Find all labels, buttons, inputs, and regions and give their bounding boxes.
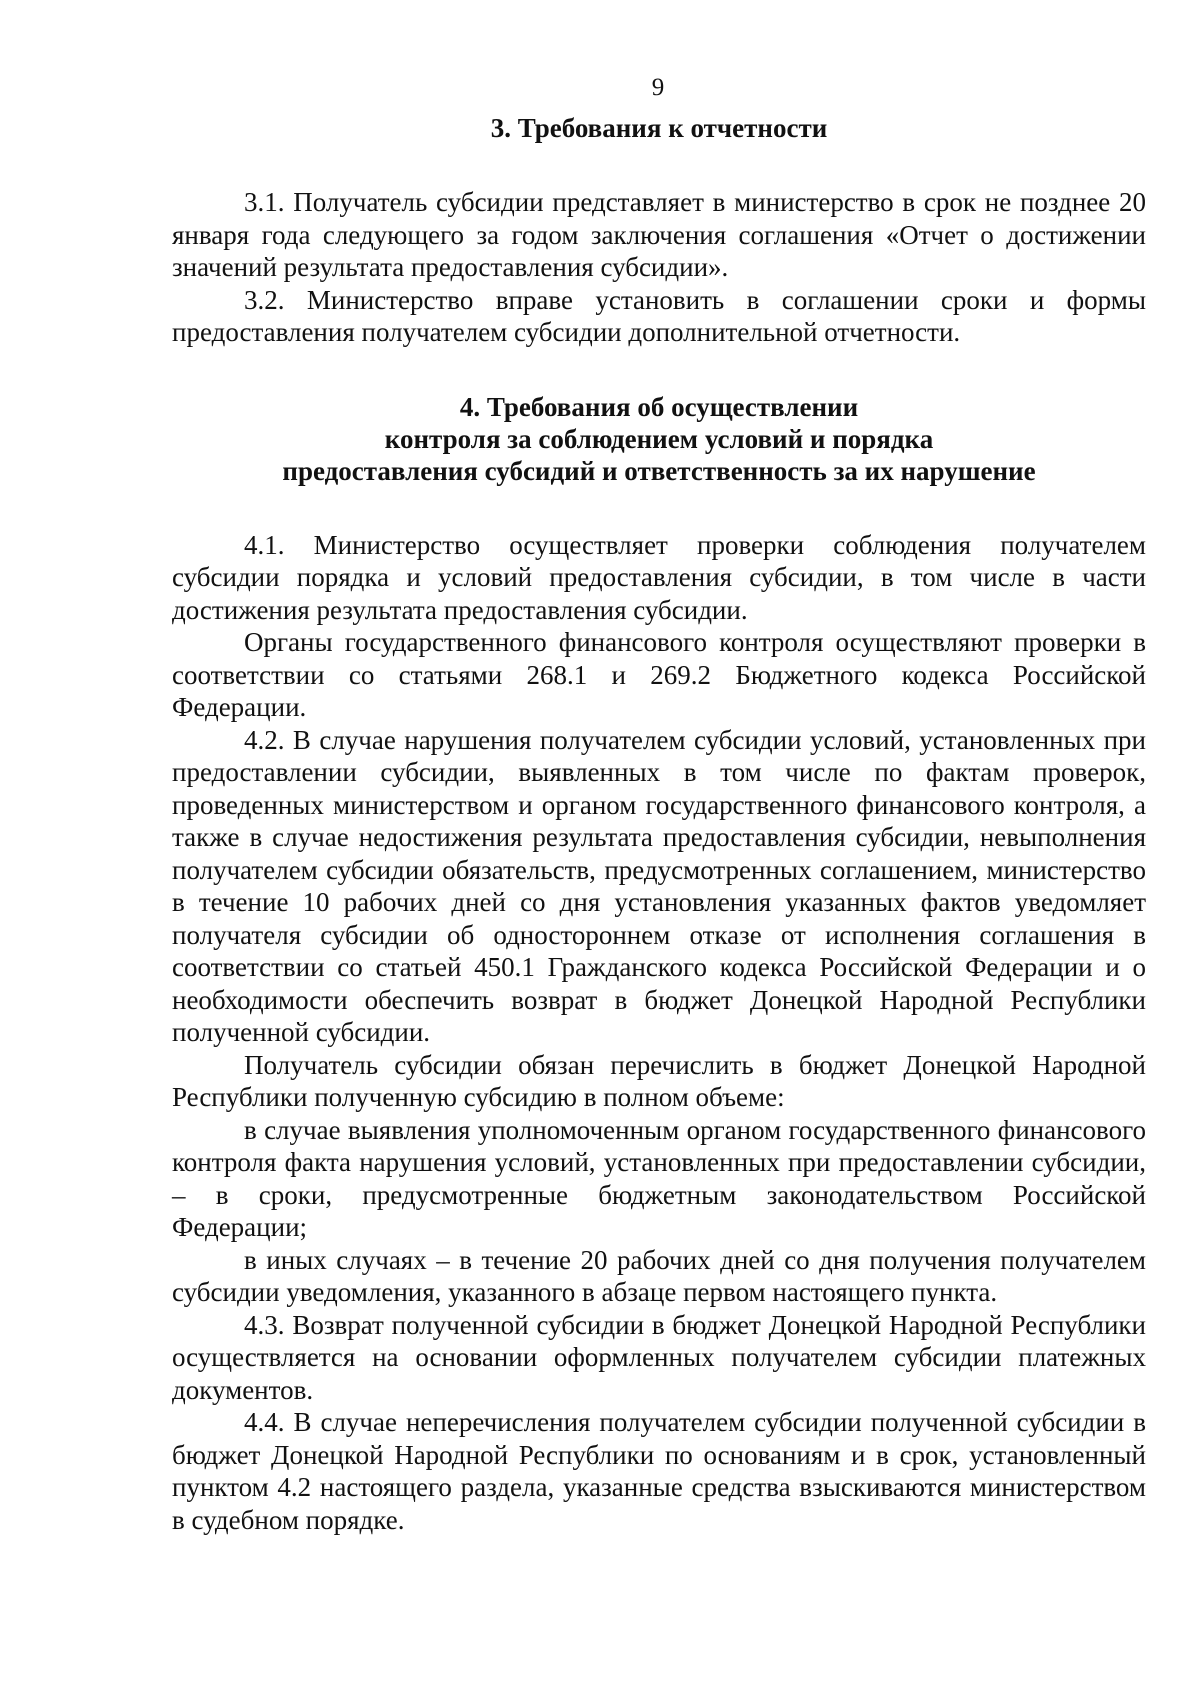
paragraph-4-4: 4.4. В случае неперечисления получателем субсидии полученной субсидии в бюджет Донецкой Народной Республики по основаниям и в срок, установленный пунктом 4.2 настоящего раздела, указанные средства взыскиваются министерством в судебном порядке. xyxy=(172,1407,1146,1535)
paragraph-control-bodies: Органы государственного финансового контроля осуществляют проверки в соответствии со статьями 268.1 и 269.2 Бюджетного кодекса Российской Федерации. xyxy=(172,627,1146,722)
page-number: 9 xyxy=(651,74,665,101)
section-4-title-line: предоставления субсидий и ответственность за их нарушение xyxy=(282,455,1036,486)
paragraph-4-1: 4.1. Министерство осуществляет проверки соблюдения получателем субсидии порядка и условий предоставления субсидии, в том числе в части достижения результата предоставления субсидии. xyxy=(172,529,1146,625)
section-4-title xyxy=(172,391,1146,487)
section-4-title-line: 4. Требования об осуществлении xyxy=(459,391,859,422)
section-4-title-line: контроля за соблюдением условий и порядка xyxy=(384,423,934,454)
section-3-title: 3. Требования к отчетности xyxy=(490,113,828,143)
paragraph-3-2: 3.2. Министерство вправе установить в соглашении сроки и формы предоставления получателем субсидии дополнительной отчетности. xyxy=(172,284,1146,347)
paragraph-refund-case-control: в случае выявления уполномоченным органом государственного финансового контроля факта нарушения условий, установленных при предоставлении субсидии, – в сроки, предусмотренные бюджетным законодательством Российской Федерации; xyxy=(172,1114,1146,1242)
document-body xyxy=(172,112,1146,1536)
paragraph-4-3: 4.3. Возврат полученной субсидии в бюджет Донецкой Народной Республики осуществляется на основании оформленных получателем субсидии платежных документов. xyxy=(172,1309,1146,1405)
paragraph-4-2: 4.2. В случае нарушения получателем субсидии условий, установленных при предоставлении субсидии, выявленных в том числе по фактам проверок, проведенных министерством и органом государственного финансового контроля, а также в случае недостижения результата предоставления субсидии, невыполнения получателем субсидии обязательств, предусмотренных соглашением, министерство в течение 10 рабочих дней со дня установления указанных фактов уведомляет получателя субсидии об одностороннем отказе от исполнения соглашения в соответствии со статьей 450.1 Гражданского кодекса Российской Федерации и о необходимости обеспечить возврат в бюджет Донецкой Народной Республики полученной субсидии. xyxy=(172,724,1146,1047)
paragraph-refund-obligation: Получатель субсидии обязан перечислить в бюджет Донецкой Народной Республики полученную субсидию в полном объеме: xyxy=(172,1049,1146,1112)
paragraph-refund-case-other: в иных случаях – в течение 20 рабочих дней со дня получения получателем субсидии уведомления, указанного в абзаце первом настоящего пункта. xyxy=(172,1244,1146,1307)
paragraph-3-1: 3.1. Получатель субсидии представляет в министерство в срок не позднее 20 января года следующего за годом заключения соглашения «Отчет о достижении значений результата предоставления субсидии». xyxy=(172,187,1146,282)
